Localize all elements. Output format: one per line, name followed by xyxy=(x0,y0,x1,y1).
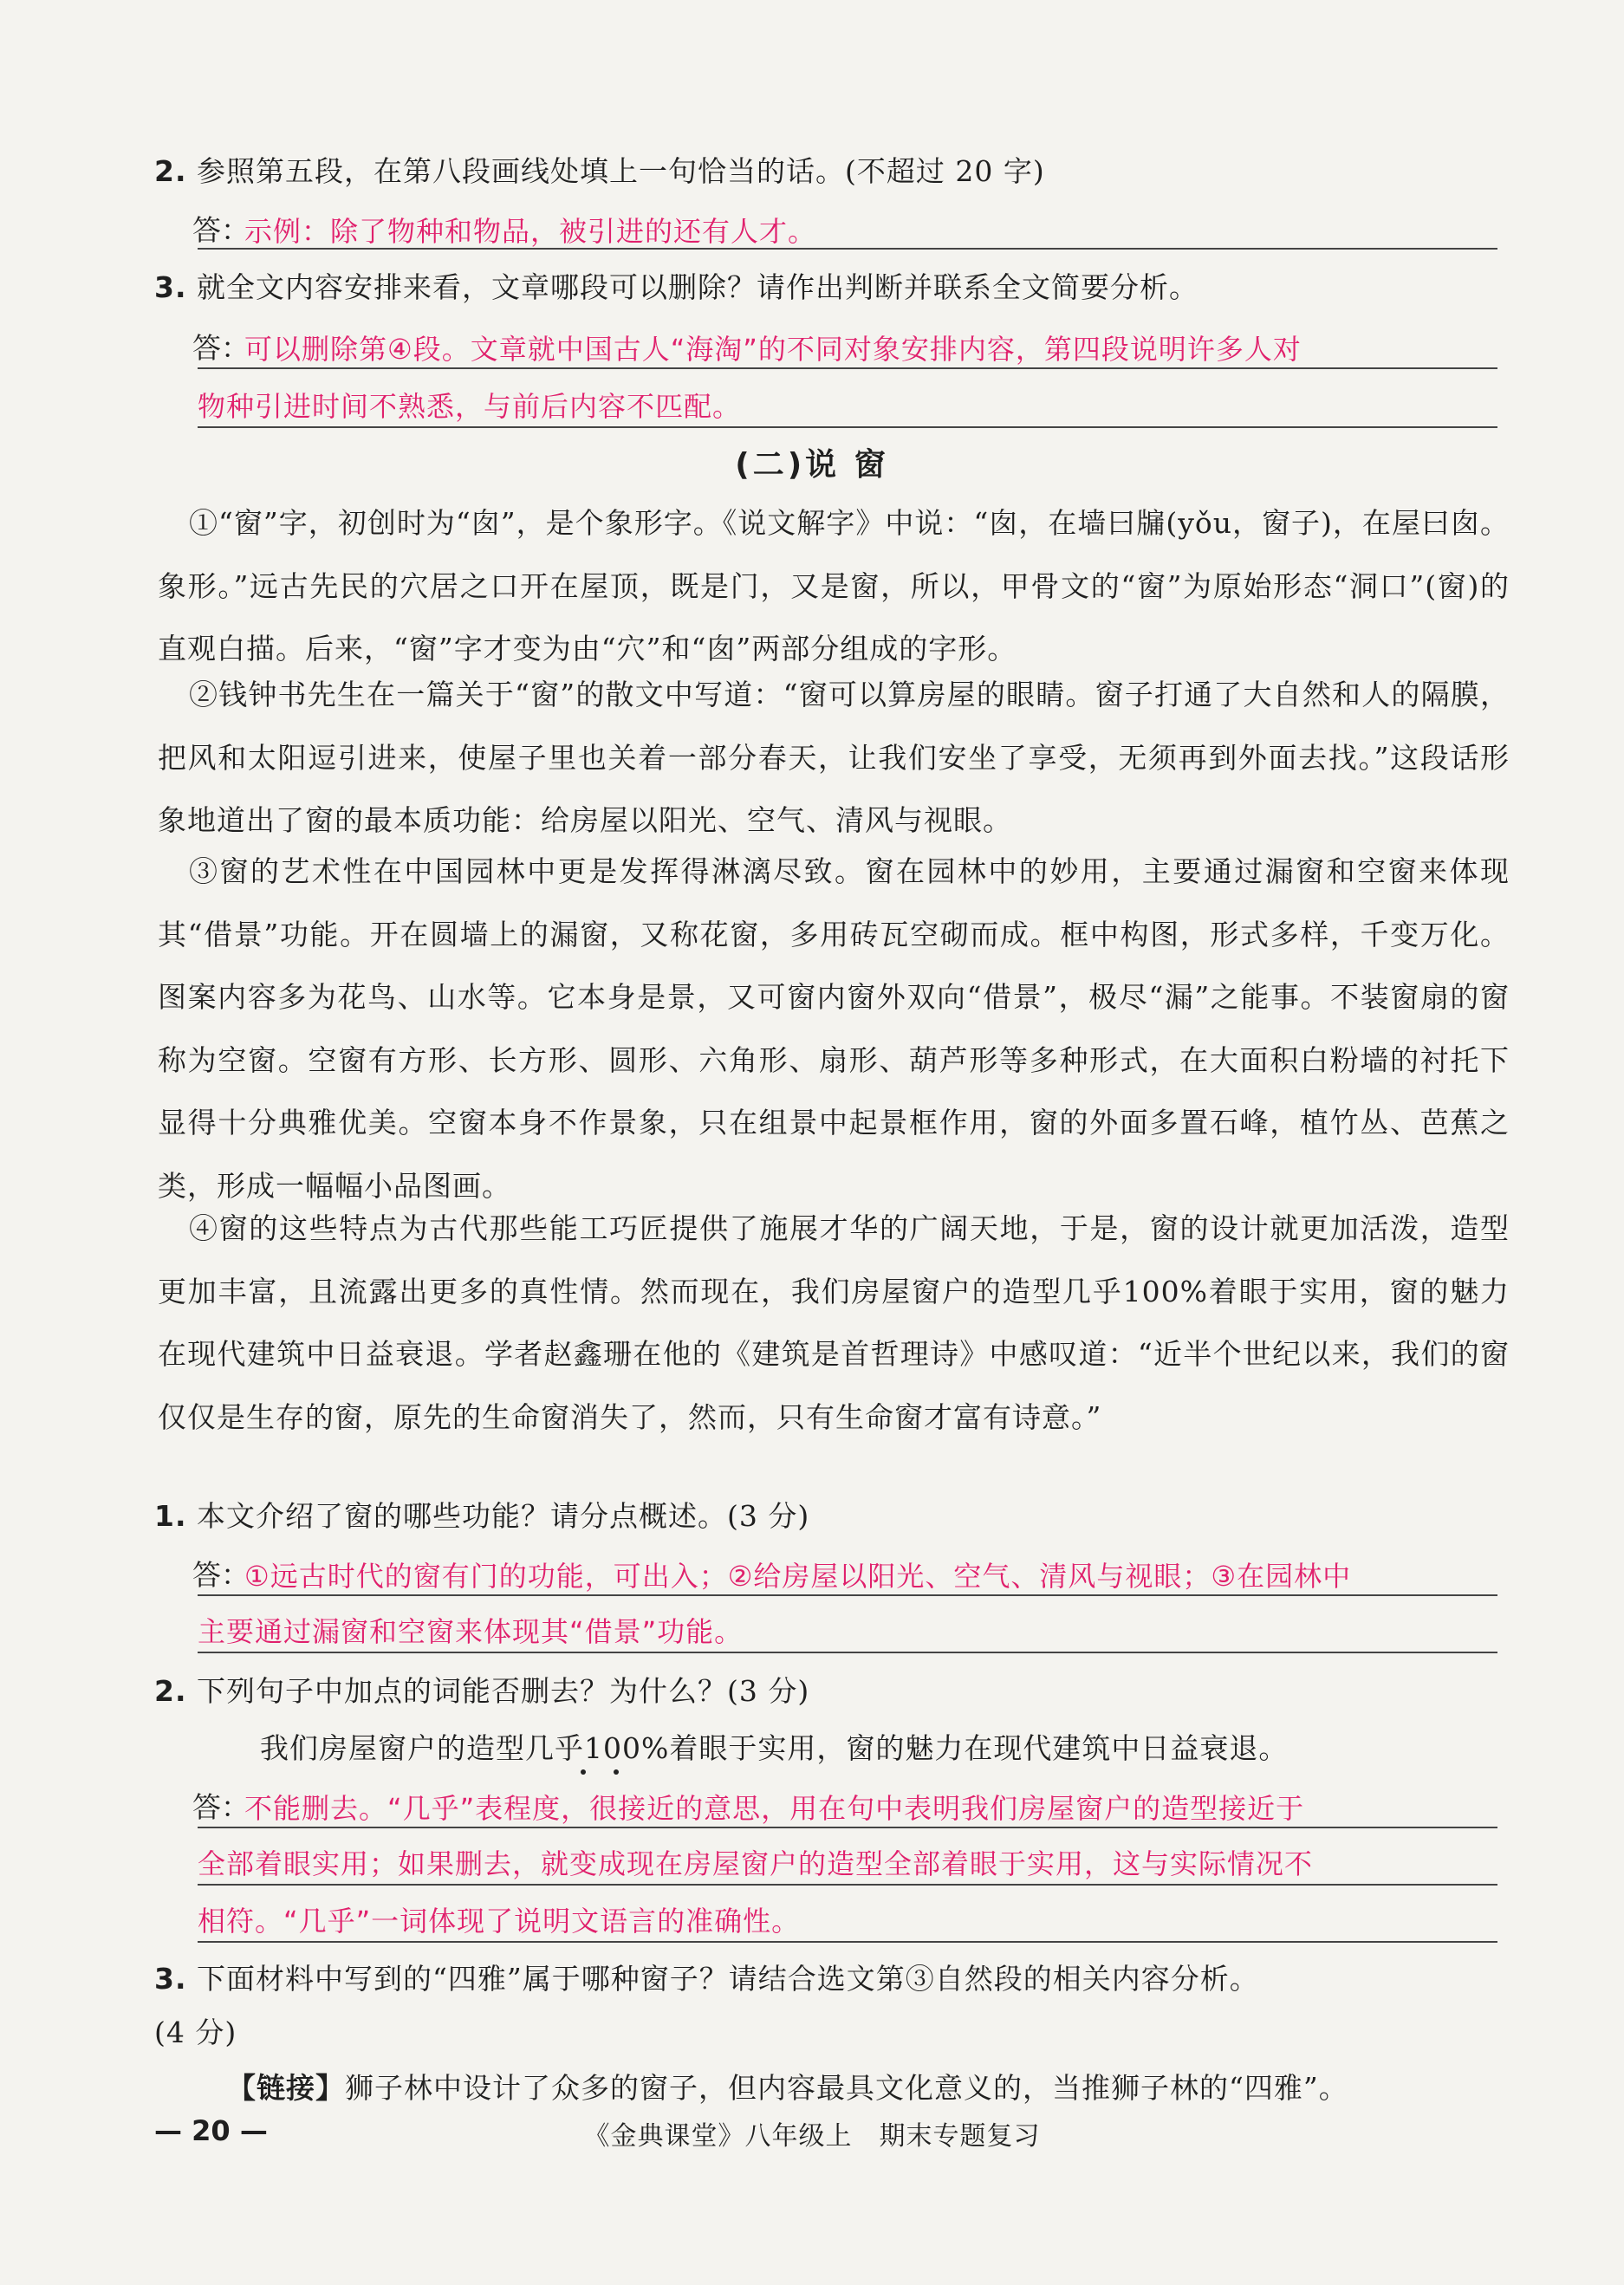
answer-underline xyxy=(198,1827,1497,1828)
article-title: (二)说 窗 xyxy=(735,447,889,483)
answer-line-1: ①远古时代的窗有门的功能，可出入；②给房屋以阳光、空气、清风与视眼；③在园林中 xyxy=(244,1560,1352,1593)
question-1 xyxy=(154,1494,809,1535)
emphasis-dot xyxy=(581,1769,586,1775)
question-2 xyxy=(154,149,1045,190)
answer-underline xyxy=(198,1652,1497,1653)
question-text: 本文介绍了窗的哪些功能？请分点概述。(3 分) xyxy=(197,1499,810,1533)
page-number: — 20 — xyxy=(154,2114,268,2147)
question-text: 就全文内容安排来看，文章哪段可以删除？请作出判断并联系全文简要分析。 xyxy=(197,270,1199,304)
answer-underline xyxy=(198,1941,1497,1943)
question-number: 2. xyxy=(154,1674,187,1708)
answer-underline xyxy=(198,1884,1497,1886)
answer-line-1: 可以删除第④段。文章就中国古人“海淘”的不同对象安排内容，第四段说明许多人对 xyxy=(244,333,1302,366)
link-text: 狮子林中设计了众多的窗子，但内容最具文化意义的，当推狮子林的“四雅”。 xyxy=(345,2071,1348,2105)
question-number: 1. xyxy=(154,1499,187,1533)
question-3 xyxy=(154,265,1199,306)
question-3 xyxy=(154,1957,1259,1997)
answer-line-2: 主要通过漏窗和空窗来体现其“借景”功能。 xyxy=(198,1615,744,1648)
question-2 xyxy=(154,1669,809,1710)
answer-label: 答： xyxy=(192,331,250,365)
answer-text: 示例：除了物种和物品，被引进的还有人才。 xyxy=(244,215,817,248)
answer-label: 答： xyxy=(192,1558,250,1592)
link-label: 【链接】 xyxy=(227,2071,345,2105)
link-material xyxy=(227,2066,1348,2106)
answer-line-3: 相符。“几乎”一词体现了说明文语言的准确性。 xyxy=(198,1905,801,1938)
question-number: 3. xyxy=(154,270,187,304)
answer-line-2: 全部着眼实用；如果删去，就变成现在房屋窗户的造型全部着眼于实用，这与实际情况不 xyxy=(198,1847,1314,1880)
article-paragraph-4: ④窗的这些特点为古代那些能工巧匠提供了施展才华的广阔天地，于是，窗的设计就更加活泼，造型更加丰富，且流露出更多的真性情。然而现在，我们房屋窗户的造型几乎100%着眼于实用，窗的魅力在现代建筑中日益衰退。学者赵鑫珊在他的《建筑是首哲理诗》中感叹道：“近半个世纪以来，我们的窗仅仅是生存的窗，原先的生命窗消失了，然而，只有生命窗才富有诗意。” xyxy=(158,1211,1510,1434)
answer-label: 答： xyxy=(192,1790,250,1824)
question-text: 下面材料中写到的“四雅”属于哪种窗子？请结合选文第③自然段的相关内容分析。 xyxy=(197,1962,1259,1996)
answer-underline xyxy=(198,367,1497,369)
book-title: 《金典课堂》八年级上 期末专题复习 xyxy=(583,2121,1041,2152)
question-score: (4 分) xyxy=(154,2016,237,2049)
answer-underline xyxy=(198,426,1497,428)
answer-line-1: 不能删去。“几乎”表程度，很接近的意思，用在句中表明我们房屋窗户的造型接近于 xyxy=(244,1792,1305,1825)
article-paragraph-3: ③窗的艺术性在中国园林中更是发挥得淋漓尽致。窗在园林中的妙用，主要通过漏窗和空窗来体现其“借景”功能。开在圆墙上的漏窗，又称花窗，多用砖瓦空砌而成。框中构图，形式多样，千变万化。图案内容多为花鸟、山水等。它本身是景，又可窗内窗外双向“借景”，极尽“漏”之能事。不装窗扇的窗称为空窗。空窗有方形、长方形、圆形、六角形、扇形、葫芦形等多种形式，在大面积白粉墙的衬托下显得十分典雅优美。空窗本身不作景象，只在组景中起景框作用，窗的外面多置石峰，植竹丛、芭蕉之类，形成一幅幅小品图画。 xyxy=(158,854,1510,1203)
question-number: 2. xyxy=(154,154,187,188)
answer-line-2: 物种引进时间不熟悉，与前后内容不匹配。 xyxy=(198,390,742,423)
question-number: 3. xyxy=(154,1962,187,1996)
answer-underline xyxy=(198,248,1497,250)
answer-label: 答： xyxy=(192,213,250,247)
emphasis-dot xyxy=(614,1769,619,1775)
question-text: 下列句子中加点的词能否删去？为什么？(3 分) xyxy=(197,1674,810,1708)
question-text: 参照第五段，在第八段画线处填上一句恰当的话。(不超过 20 字) xyxy=(197,154,1045,188)
article-paragraph-1: ①“窗”字，初创时为“囱”，是个象形字。《说文解字》中说：“囱，在墙曰牖(yǒu，窗子)，在屋曰囱。象形。”远古先民的穴居之口开在屋顶，既是门，又是窗，所以，甲骨文的“窗”为原始形态“洞口”(窗)的直观白描。后来，“窗”字才变为由“穴”和“囱”两部分组成的字形。 xyxy=(158,506,1510,665)
article-paragraph-2: ②钱钟书先生在一篇关于“窗”的散文中写道：“窗可以算房屋的眼睛。窗子打通了大自然和人的隔膜，把风和太阳逗引进来，使屋子里也关着一部分春天，让我们安坐了享受，无须再到外面去找。”这段话形象地道出了窗的最本质功能：给房屋以阳光、空气、清风与视眼。 xyxy=(158,678,1510,837)
answer-underline xyxy=(198,1594,1497,1596)
quoted-sentence: 我们房屋窗户的造型几乎100%着眼于实用，窗的魅力在现代建筑中日益衰退。 xyxy=(260,1731,1289,1765)
